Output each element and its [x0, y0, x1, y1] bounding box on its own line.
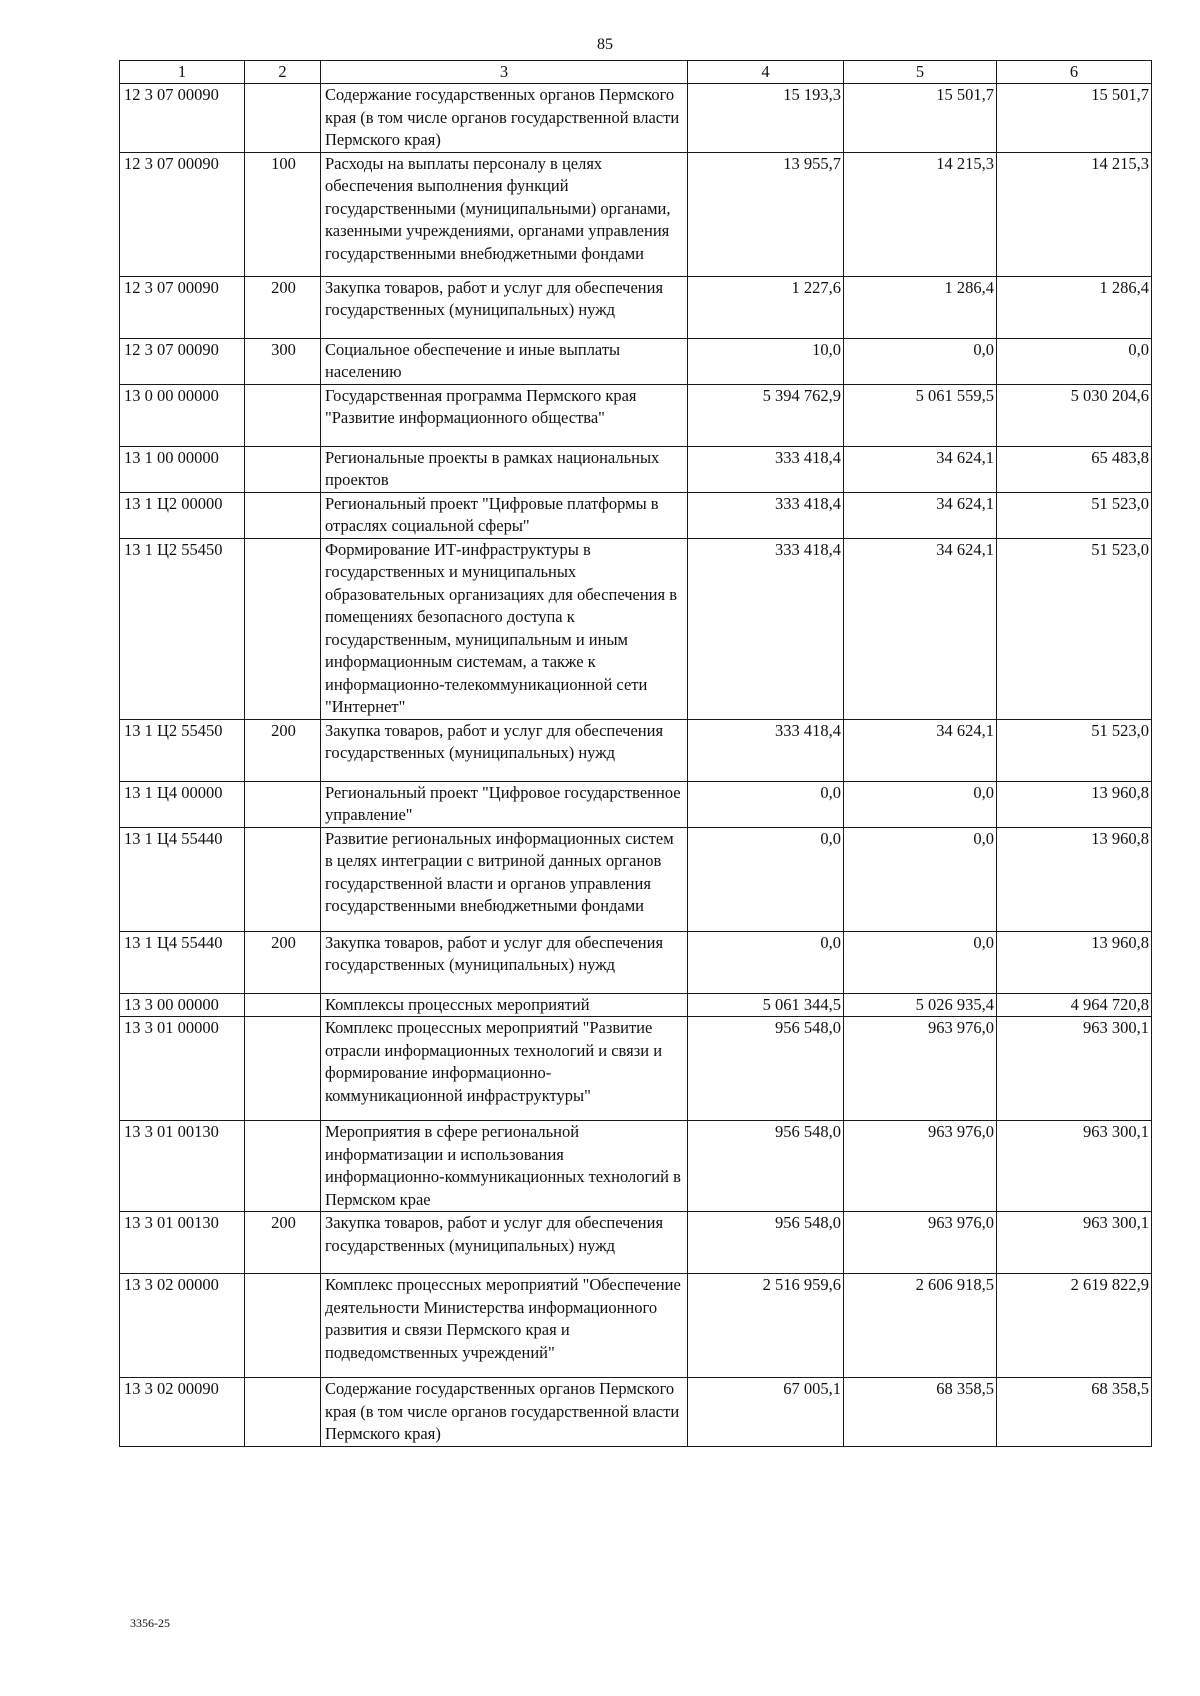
row-value-col5: 2 606 918,5 — [844, 1274, 997, 1378]
row-value-col4: 333 418,4 — [688, 446, 844, 492]
table-row — [120, 446, 1152, 492]
row-expense-type-cell — [245, 538, 321, 719]
header-row — [120, 61, 1152, 84]
row-name-cell: Мероприятия в сфере региональной информатизации и использования информационно-коммуникационных технологий в Пермском крае — [321, 1121, 688, 1212]
row-name-cell: Региональный проект "Цифровые платформы в отраслях социальной сферы" — [321, 492, 688, 538]
row-value-col6: 5 030 204,6 — [997, 384, 1152, 446]
row-value-col5: 5 026 935,4 — [844, 993, 997, 1017]
row-value-col5: 5 061 559,5 — [844, 384, 997, 446]
table-row — [120, 1121, 1152, 1212]
row-value-col5: 963 976,0 — [844, 1121, 997, 1212]
row-value-col6: 15 501,7 — [997, 84, 1152, 153]
row-value-col6: 51 523,0 — [997, 492, 1152, 538]
row-value-col5: 0,0 — [844, 338, 997, 384]
row-value-col4: 0,0 — [688, 827, 844, 931]
row-expense-type-cell — [245, 827, 321, 931]
header-col-5: 5 — [844, 61, 997, 84]
row-code-cell: 13 1 Ц2 55450 — [120, 538, 245, 719]
row-name-cell: Развитие региональных информационных систем в целях интеграции с витриной данных органов государственной власти и органов управления государственными внебюджетными фондами — [321, 827, 688, 931]
row-value-col5: 963 976,0 — [844, 1017, 997, 1121]
row-name-cell: Региональный проект "Цифровое государственное управление" — [321, 781, 688, 827]
row-value-col6: 963 300,1 — [997, 1212, 1152, 1274]
row-value-col4: 956 548,0 — [688, 1212, 844, 1274]
row-code-cell: 13 3 02 00000 — [120, 1274, 245, 1378]
table-row — [120, 1274, 1152, 1378]
row-expense-type-cell — [245, 781, 321, 827]
row-name-cell: Формирование ИТ-инфраструктуры в государственных и муниципальных образовательных организациях для обеспечения в помещениях безопасного доступа к государственным, муниципальным и иным информационным системам, а также к информационно-телекоммуникационной сети "Интернет" — [321, 538, 688, 719]
row-expense-type-cell: 100 — [245, 152, 321, 276]
row-value-col6: 65 483,8 — [997, 446, 1152, 492]
header-col-6: 6 — [997, 61, 1152, 84]
row-code-cell: 13 3 01 00000 — [120, 1017, 245, 1121]
header-col-1: 1 — [120, 61, 245, 84]
row-value-col5: 14 215,3 — [844, 152, 997, 276]
row-value-col4: 1 227,6 — [688, 276, 844, 338]
table-row — [120, 993, 1152, 1017]
row-value-col6: 13 960,8 — [997, 781, 1152, 827]
table-row — [120, 931, 1152, 993]
row-value-col6: 0,0 — [997, 338, 1152, 384]
row-name-cell: Содержание государственных органов Пермского края (в том числе органов государственной власти Пермского края) — [321, 1378, 688, 1447]
row-name-cell: Социальное обеспечение и иные выплаты населению — [321, 338, 688, 384]
row-value-col4: 67 005,1 — [688, 1378, 844, 1447]
row-code-cell: 13 1 00 00000 — [120, 446, 245, 492]
row-code-cell: 12 3 07 00090 — [120, 276, 245, 338]
row-value-col5: 0,0 — [844, 931, 997, 993]
table-row — [120, 781, 1152, 827]
row-expense-type-cell — [245, 1121, 321, 1212]
row-value-col5: 1 286,4 — [844, 276, 997, 338]
header-col-2: 2 — [245, 61, 321, 84]
row-value-col4: 956 548,0 — [688, 1121, 844, 1212]
row-expense-type-cell — [245, 1274, 321, 1378]
row-value-col4: 5 394 762,9 — [688, 384, 844, 446]
table-row — [120, 719, 1152, 781]
row-value-col4: 0,0 — [688, 931, 844, 993]
table-row — [120, 152, 1152, 276]
row-name-cell: Закупка товаров, работ и услуг для обеспечения государственных (муниципальных) нужд — [321, 276, 688, 338]
row-value-col5: 34 624,1 — [844, 719, 997, 781]
row-value-col5: 68 358,5 — [844, 1378, 997, 1447]
row-expense-type-cell: 300 — [245, 338, 321, 384]
table-row — [120, 1017, 1152, 1121]
row-value-col5: 34 624,1 — [844, 492, 997, 538]
row-name-cell: Комплекс процессных мероприятий "Развитие отрасли информационных технологий и связи и формирование информационно-коммуникационной инфраструктуры" — [321, 1017, 688, 1121]
row-code-cell: 13 1 Ц4 55440 — [120, 827, 245, 931]
row-expense-type-cell — [245, 1378, 321, 1447]
table-row — [120, 84, 1152, 153]
row-name-cell: Комплекс процессных мероприятий "Обеспечение деятельности Министерства информационного развития и связи Пермского края и подведомственных учреждений" — [321, 1274, 688, 1378]
budget-table — [119, 60, 1152, 1447]
row-value-col5: 34 624,1 — [844, 538, 997, 719]
row-value-col4: 333 418,4 — [688, 492, 844, 538]
row-value-col4: 10,0 — [688, 338, 844, 384]
table-row — [120, 1378, 1152, 1447]
row-value-col4: 5 061 344,5 — [688, 993, 844, 1017]
row-code-cell: 13 3 00 00000 — [120, 993, 245, 1017]
table-row — [120, 276, 1152, 338]
row-expense-type-cell — [245, 993, 321, 1017]
row-expense-type-cell — [245, 446, 321, 492]
row-value-col6: 1 286,4 — [997, 276, 1152, 338]
table-header — [120, 61, 1152, 84]
row-code-cell: 13 3 01 00130 — [120, 1121, 245, 1212]
row-code-cell: 13 0 00 00000 — [120, 384, 245, 446]
row-code-cell: 13 3 02 00090 — [120, 1378, 245, 1447]
row-code-cell: 12 3 07 00090 — [120, 84, 245, 153]
row-value-col4: 956 548,0 — [688, 1017, 844, 1121]
row-value-col6: 51 523,0 — [997, 719, 1152, 781]
row-name-cell: Закупка товаров, работ и услуг для обеспечения государственных (муниципальных) нужд — [321, 931, 688, 993]
row-value-col4: 333 418,4 — [688, 719, 844, 781]
row-code-cell: 13 1 Ц2 00000 — [120, 492, 245, 538]
row-value-col4: 15 193,3 — [688, 84, 844, 153]
header-col-4: 4 — [688, 61, 844, 84]
row-expense-type-cell: 200 — [245, 931, 321, 993]
table-row — [120, 492, 1152, 538]
header-col-3: 3 — [321, 61, 688, 84]
row-value-col4: 13 955,7 — [688, 152, 844, 276]
row-value-col6: 963 300,1 — [997, 1121, 1152, 1212]
table-body — [120, 84, 1152, 1447]
row-value-col6: 68 358,5 — [997, 1378, 1152, 1447]
row-expense-type-cell — [245, 84, 321, 153]
row-value-col5: 34 624,1 — [844, 446, 997, 492]
row-expense-type-cell — [245, 492, 321, 538]
row-code-cell: 12 3 07 00090 — [120, 152, 245, 276]
row-expense-type-cell — [245, 1017, 321, 1121]
row-value-col4: 2 516 959,6 — [688, 1274, 844, 1378]
row-name-cell: Комплексы процессных мероприятий — [321, 993, 688, 1017]
row-value-col5: 0,0 — [844, 827, 997, 931]
row-code-cell: 12 3 07 00090 — [120, 338, 245, 384]
row-code-cell: 13 1 Ц4 55440 — [120, 931, 245, 993]
row-expense-type-cell: 200 — [245, 719, 321, 781]
document-code: 3356-25 — [130, 1616, 170, 1630]
row-expense-type-cell: 200 — [245, 1212, 321, 1274]
row-name-cell: Закупка товаров, работ и услуг для обеспечения государственных (муниципальных) нужд — [321, 719, 688, 781]
row-expense-type-cell: 200 — [245, 276, 321, 338]
row-name-cell: Государственная программа Пермского края "Развитие информационного общества" — [321, 384, 688, 446]
row-value-col6: 4 964 720,8 — [997, 993, 1152, 1017]
table-row — [120, 538, 1152, 719]
row-expense-type-cell — [245, 384, 321, 446]
page-number: 85 — [597, 36, 613, 53]
table-row — [120, 384, 1152, 446]
table-row — [120, 1212, 1152, 1274]
row-value-col5: 963 976,0 — [844, 1212, 997, 1274]
row-value-col6: 14 215,3 — [997, 152, 1152, 276]
row-value-col4: 0,0 — [688, 781, 844, 827]
row-value-col6: 2 619 822,9 — [997, 1274, 1152, 1378]
row-code-cell: 13 1 Ц4 00000 — [120, 781, 245, 827]
row-value-col5: 15 501,7 — [844, 84, 997, 153]
row-value-col6: 51 523,0 — [997, 538, 1152, 719]
row-code-cell: 13 3 01 00130 — [120, 1212, 245, 1274]
table-row — [120, 827, 1152, 931]
row-name-cell: Региональные проекты в рамках национальных проектов — [321, 446, 688, 492]
row-name-cell: Содержание государственных органов Пермского края (в том числе органов государственной власти Пермского края) — [321, 84, 688, 153]
row-value-col4: 333 418,4 — [688, 538, 844, 719]
row-name-cell: Закупка товаров, работ и услуг для обеспечения государственных (муниципальных) нужд — [321, 1212, 688, 1274]
row-value-col6: 963 300,1 — [997, 1017, 1152, 1121]
table-row — [120, 338, 1152, 384]
row-value-col5: 0,0 — [844, 781, 997, 827]
row-value-col6: 13 960,8 — [997, 827, 1152, 931]
row-name-cell: Расходы на выплаты персоналу в целях обеспечения выполнения функций государственными (муниципальными) органами, казенными учреждениями, органами управления государственными внебюджетными фондами — [321, 152, 688, 276]
row-value-col6: 13 960,8 — [997, 931, 1152, 993]
row-code-cell: 13 1 Ц2 55450 — [120, 719, 245, 781]
